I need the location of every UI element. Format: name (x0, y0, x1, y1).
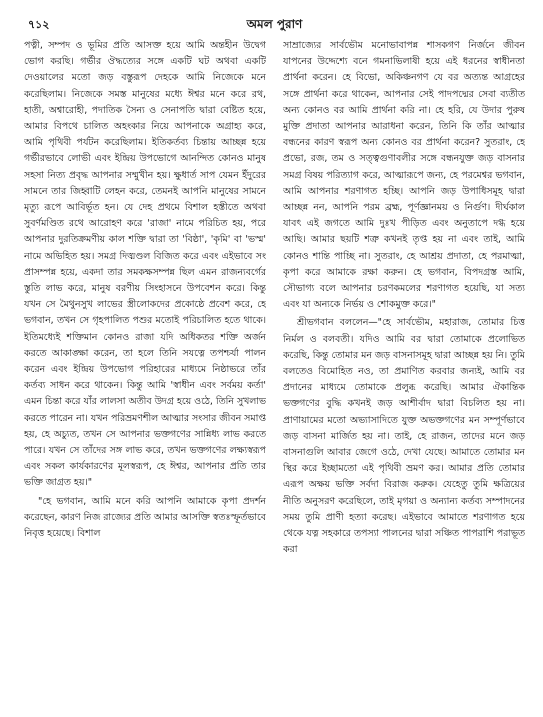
paragraph: শ্রীভগবান বললেন—"হে সার্বভৌম, মহারাজ, তোমার চিত্ত নির্মল ও বলবতী। যদিও আমি বর দ্বারা তোমাকে প্রলোভিত করেছি, কিন্তু তোমার মন জড় বাসনাসমূহ দ্বারা আচ্ছন্ন হয় নি। তুমি বলতেও বিমোহিত নও, তা প্রমাণিত করবার জন্যই, আমি বর প্রদানের মাধ্যমে তোমাকে প্রলুব্ধ করেছি। আমার ঐকান্তিক ভক্তগণের বুদ্ধি কখনই জড় আশীর্বাদ দ্বারা বিচলিত হয় না। প্রাণায়ামের মতো অভ্যাসাদিতে যুক্ত অভক্তগণের মন সম্পূর্ণভাবে জড় বাসনা মার্জিত হয় না। তাই, হে রাজন, তাদের মনে জড় বাসনাগুলি আবার জেগে ওঠে, দেখা যেছে। আমাতে তোমার মন স্থির করে ইচ্ছামতো এই পৃথিবী ভ্রমণ কর। আমার প্রতি তোমার এরূপ অক্ষয় ভক্তি সর্বদা বিরাজ করুক। যেহেতু তুমি ক্ষত্রিয়ের নীতি অনুসরণ করেছিলে, তাই মৃগয়া ও অন্যান্য কর্তব্য সম্পাদনের সময় তুমি প্রাণী হত্যা করেছ। এইভাবে আমাতে শরণাগত হয়ে থেকে যত্ন সহকারে তপস্যা পালনের দ্বারা সঞ্চিত পাপরাশি পরাভূত করা (283, 317, 525, 556)
text-columns (24, 38, 525, 708)
left-column (24, 38, 266, 708)
paragraph: পত্নী, সম্পদ ও ভূমির প্রতি আসক্ত হয়ে আমি অন্তহীন উদ্বেগ ভোগ করছি। গর্ভীর ঔদ্ধত্যের সঙ্গে একটি ঘট অথবা একটি দেওয়ালের মতো জড় বস্তুরূপ দেহকে আমি নিজেকে মনে করেছিলাম। নিজেকে সমস্ত মানুষের মধ্যে ঈশ্বর মনে করে রথ, হাতী, অশ্বারোহী, পদাতিক সৈন্য ও সেনাপতি দ্বারা বেষ্টিত হয়ে, আমার বিপথে চালিত অহংকার নিয়ে আপনাকে অগ্রাহ্য করে, আমি পৃথিবী পর্যটন করেছিলাম। ইতিকর্তব্য চিন্তায় আচ্ছন্ন হয়ে গর্ভীরভাবে লোভী এবং ইন্দ্রিয় উপভোগে আনন্দিত কোনও মানুষ সহসা নিত্য প্রবৃদ্ধ আপনার সম্মুখীন হয়। ক্ষুধার্ত সাপ যেমন ইঁদুরের সামনে তার জিহ্বাটি লেহন করে, তেমনই আপনি মানুষের সামনে মৃত্যু রূপে আবির্ভূত হন। যে দেহ প্রথমে বিশাল হস্তীতে অথবা সুবর্ণমণ্ডিত রথে আরোহণ করে 'রাজা' নামে পরিচিত হয়, পরে আপনার দুরতিক্রমণীয় কাল শক্তি দ্বারা তা 'বিষ্ঠা', 'কৃমি' বা 'ভস্ম' নামে অভিহিত হয়। সমগ্র দিঙ্মণ্ডল বিজিত করে এবং এইভাবে সং প্রাসম্পন্ন হয়ে, একদা তার সমকক্ষসম্পন্ন ছিল এমন রাজন্যবর্গের স্তুতি লাভ করে, মানুষ বরণীয় সিংহাসনে উপবেশন করে। কিন্তু যখন সে মৈথুনসুখ লাভের স্ত্রীলোকদের প্রকোষ্ঠে প্রবেশ করে, হে ভগবান, তখন সে গৃহপালিত পশুর মতোই পরিচালিত হতে থাকে। ইতিমধ্যেই শক্তিমান কোনও রাজা যদি অধিকতর শক্তি অর্জন করতে আকাঙ্ক্ষা করেন, তা হলে তিনি সযত্নে তপশ্চর্যা পালন করেন এবং ইন্দ্রিয় উপভোগ পরিহারের মাধ্যমে নিষ্ঠাভরে তাঁর কর্তব্য সাধন করে থাকেন। কিন্তু আমি 'স্বাধীন এবং সর্বময় কর্তা' এমন চিন্তা করে যাঁর লালসা অতীব উদগ্র হয়ে ওঠে, তিনি সুখলাভ করতে পারেন না। যখন পরিভ্রমণশীল আত্মার সংসার জীবন সমাপ্ত হয়, হে অচ্যুত, তখন সে আপনার ভক্তগণের সান্নিধ্য লাভ করতে পারে। যখন সে তাঁদের সঙ্গ লাভ করে, তখন ভক্তগণের লক্ষ্যস্বরূপ এবং সকল কার্যকারণের মূলস্বরূপ, হে ঈশ্বর, আপনার প্রতি তার ভক্তি জাগ্রত হয়।" (24, 40, 266, 489)
paragraph: "হে ভগবান, আমি মনে করি আপনি আমাকে কৃপা প্রদর্শন করেছেন, কারণ নিজ রাজ্যের প্রতি আমার আসক্তি স্বতঃস্ফূর্তভাবে নিবৃত্ত হয়েছে। বিশাল (24, 495, 266, 540)
paragraph: সাম্রাজ্যের সার্বভৌম মনোভাবাপন্ন শাসকগণ নির্জনে জীবন যাপনের উদ্দেশ্যে বনে গমনাভিলাষী হয়ে এই ধরনের স্বাধীনতা প্রার্থনা করেন। হে বিভো, অকিঞ্চনগণ যে বর অত্যন্ত আগ্রহের সঙ্গে প্রার্থনা করে থাকেন, আপনার সেই পাদপদ্মের সেবা ব্যতীত অন্য কোনও বর আমি প্রার্থনা করি না। হে হরি, যে উদার পুরুষ মুক্তি প্রদাতা আপনার আরাধনা করেন, তিনি কি তাঁর আত্মার বন্ধনের কারণ স্বরূপ অন্য কোনও বর প্রার্থনা করেন? সুতরাং, হে প্রভো, রজ, তম ও সত্ত্বগুণাবলীর সঙ্গে বন্ধনযুক্ত জড় বাসনার সমগ্র বিষয় পরিত্যাগ করে, আত্মারূপে জন্য, হে পরমেশ্বর ভগবান, আমি আপনার শরণাগত হচ্ছি। আপনি জড় উপাধিসমূহ দ্বারা আচ্ছন্ন নন, আপনি পরম ব্রহ্ম, পূর্ণজ্ঞানময় ও নির্গুণ। দীর্ঘকাল যাবৎ এই জগতে আমি দুঃখ পীড়িত এবং অনুতাপে দগ্ধ হয়ে আছি। আমার ছয়টি শত্রু কখনই তৃপ্ত হয় না এবং তাই, আমি কোনও শান্তি পাচ্ছি না। সুতরাং, হে আশ্রয় প্রদাতা, হে পরমাত্মা, কৃপা করে আমাকে রক্ষা করুন। হে ভগবান, বিপদগ্রস্ত আমি, সৌভাগ্য বলে আপনার চরণকমলের শরণাগত হয়েছি, যা সত্য এবং যা অন্যকে নির্ভয় ও শোকমুক্ত করে।" (283, 40, 525, 311)
running-title: অমল পুরাণ (246, 17, 303, 31)
page-number: ৭১২ (28, 18, 50, 31)
column-divider (274, 38, 275, 708)
right-column (283, 38, 525, 708)
page-header (24, 12, 525, 38)
